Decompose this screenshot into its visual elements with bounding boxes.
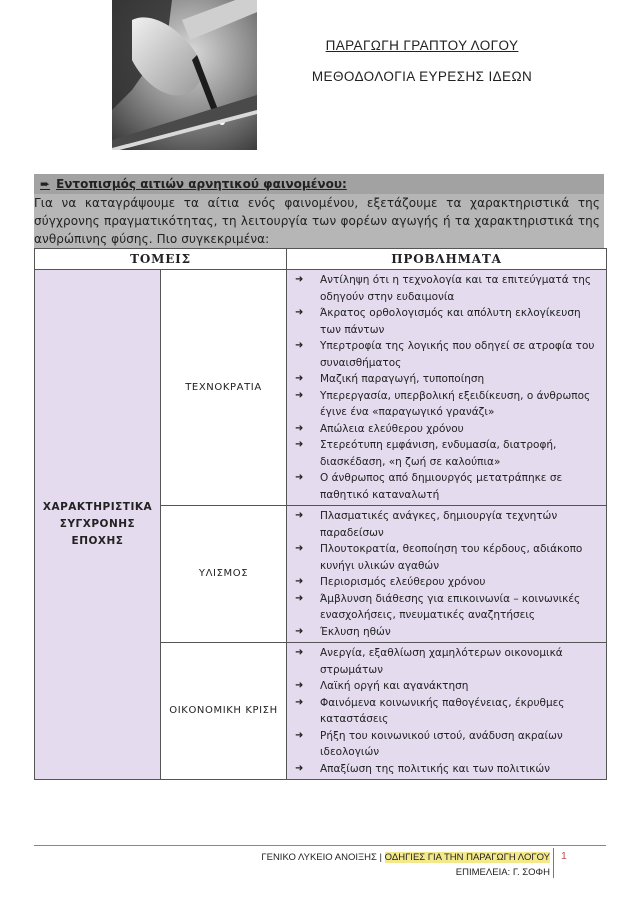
problem-item [295,574,600,591]
footer-divider [34,845,606,846]
problem-item [295,388,600,421]
right-arrow-icon: ➜ [295,389,304,401]
problem-text: Άκρατος ορθολογισμός και απόλυτη εκλογίκευση των πάντων [320,307,581,336]
footer-school: ΓΕΝΙΚΟ ΛΥΚΕΙΟ ΑΝΟΙΞΗΣ | [261,852,385,863]
problem-item [295,470,600,503]
column-header-sectors: ΤΟΜΕΙΣ [35,249,287,270]
right-arrow-icon: ➜ [295,307,304,318]
problem-text: Ρήξη του κοινωνικού ιστού, ανάδυση ακραίων ιδεολογιών [320,729,563,758]
problem-item [295,421,600,438]
right-arrow-icon: ➜ [295,422,304,434]
footer-line-1 [150,850,550,865]
problem-item [295,761,600,778]
problems-list [295,645,600,777]
problem-item [295,728,600,761]
right-arrow-icon: ➜ [295,729,304,741]
right-arrow-icon: ➜ [295,472,304,483]
problem-text: Άμβλυνση διάθεσης για επικοινωνία – κοινωνικές ενασχολήσεις, πνευματικές αναζητήσεις [320,592,581,621]
problem-item [295,591,600,624]
header [262,38,582,84]
problem-text: Στερεότυπη εμφάνιση, ενδυμασία, διατροφή, διασκέδαση, «η ζωή σε καλούπια» [320,439,557,468]
footer [150,850,550,880]
problem-text: Απαξίωση της πολιτικής και των πολιτικών [320,762,551,775]
problem-text: Ο άνθρωπος από δημιουργός μετατράπηκε σε παθητικό καταναλωτή [320,472,563,501]
right-arrow-icon: ➜ [295,543,304,554]
problem-text: Υπερτροφία της λογικής που οδηγεί σε ατροφία του συναισθήματος [320,340,595,369]
problem-text: Έκλυση ηθών [320,625,391,638]
right-arrow-icon: ➜ [295,625,304,637]
intro-box [34,174,604,248]
right-arrow-icon: ➜ [295,439,304,450]
footer-author: ΕΠΙΜΕΛΕΙΑ: Γ. ΣΟΦΗ [455,867,550,878]
right-arrow-icon: ➜ [295,576,304,587]
page-number: 1 [561,850,567,862]
problems-cell [287,506,607,643]
problem-item [295,624,600,641]
problem-item [295,371,600,388]
problem-text: Πλουτοκρατία, θεοποίηση του κέρδους, αδιάκοπο κυνήγι υλικών αγαθών [320,543,583,572]
problems-cell [287,270,607,506]
category-label: ΧΑΡΑΚΤΗΡΙΣΤΙΚΑ ΣΥΓΧΡΟΝΗΣ ΕΠΟΧΗΣ [42,501,153,547]
problem-item [295,272,600,305]
problem-text: Φαινόμενα κοινωνικής παθογένειας, έκρυθμες καταστάσεις [320,696,565,725]
problems-list [295,272,600,503]
right-arrow-icon: ➜ [295,647,304,658]
problem-item [295,541,600,574]
problem-text: Μαζική παραγωγή, τυποποίηση [320,373,485,385]
right-arrow-icon: ➜ [295,510,304,521]
problem-item [295,508,600,541]
problem-text: Υπερεργασία, υπερβολική εξειδίκευση, ο άνθρωπος έγινε ένα «παραγωγικό γρανάζι» [320,389,591,418]
page-subtitle: ΜΕΘΟΔΟΛΟΓΙΑ ΕΥΡΕΣΗΣ ΙΔΕΩΝ [311,69,533,84]
right-arrow-icon: ➜ [295,696,304,708]
causes-table [34,248,607,780]
problem-item [295,695,600,728]
right-arrow-icon: ➜ [295,592,304,604]
sector-cell [161,270,287,506]
writing-hand-photo [112,0,257,150]
problem-item [295,678,600,695]
problem-item [295,305,600,338]
problem-text: Απώλεια ελεύθερου χρόνου [320,422,464,435]
page-number-divider [553,848,554,878]
sector-cell [161,643,287,780]
sector-label: ΥΛΙΣΜΟΣ [198,568,249,579]
problem-item [295,645,600,678]
sector-label: ΟΙΚΟΝΟΜΙΚΗ ΚΡΙΣΗ [169,705,278,716]
problem-item [295,338,600,371]
problem-text: Λαϊκή οργή και αγανάκτηση [320,680,469,692]
right-arrow-icon: ➜ [295,373,304,384]
column-header-problems: ΠΡΟΒΛΗΜΑΤΑ [287,249,607,270]
problem-text: Ανεργία, εξαθλίωση χαμηλότερων οικονομικά στρωμάτων [320,647,563,676]
sector-label: ΤΕΧΝΟΚΡΑΤΙΑ [185,381,262,393]
problem-text: Πλασματικές ανάγκες, δημιουργία τεχνητών παραδείσων [320,510,558,539]
sector-cell [161,506,287,643]
table-row [35,270,607,506]
right-arrow-icon: ➜ [295,680,304,691]
right-arrow-icon: ➜ [295,274,304,285]
right-arrow-icon: ➜ [295,762,304,774]
problems-list [295,508,600,640]
intro-text: Για να καταγράψουμε τα αίτια ενός φαινομένου, εξετάζουμε τα χαρακτηριστικά της σύγχρονης πραγματικότητας, τη λειτουργία των φορέων αγωγής ή τα χαρακτηριστικά της ανθρώπινης φύσης. Πιο συγκεκριμένα: [34,196,600,246]
table-header-row [35,249,607,270]
intro-heading-row [34,174,604,194]
problem-text: Αντίληψη ότι η τεχνολογία και τα επιτεύγματά της οδηγούν στην ευδαιμονία [320,274,592,303]
page-title: ΠΑΡΑΓΩΓΗ ΓΡΑΠΤΟΥ ΛΟΓΟΥ [325,38,519,53]
right-arrow-icon: ➜ [295,340,304,351]
intro-heading: Εντοπισμός αιτιών αρνητικού φαινομένου: [56,177,347,191]
footer-guide: ΟΔΗΓΙΕΣ ΓΙΑ ΤΗΝ ΠΑΡΑΓΩΓΗ ΛΟΓΟΥ [384,852,550,863]
problem-item [295,437,600,470]
right-arrow-icon: ➨ [40,177,51,191]
problems-cell [287,643,607,780]
category-cell [35,270,161,780]
problem-text: Περιορισμός ελεύθερου χρόνου [320,576,486,588]
